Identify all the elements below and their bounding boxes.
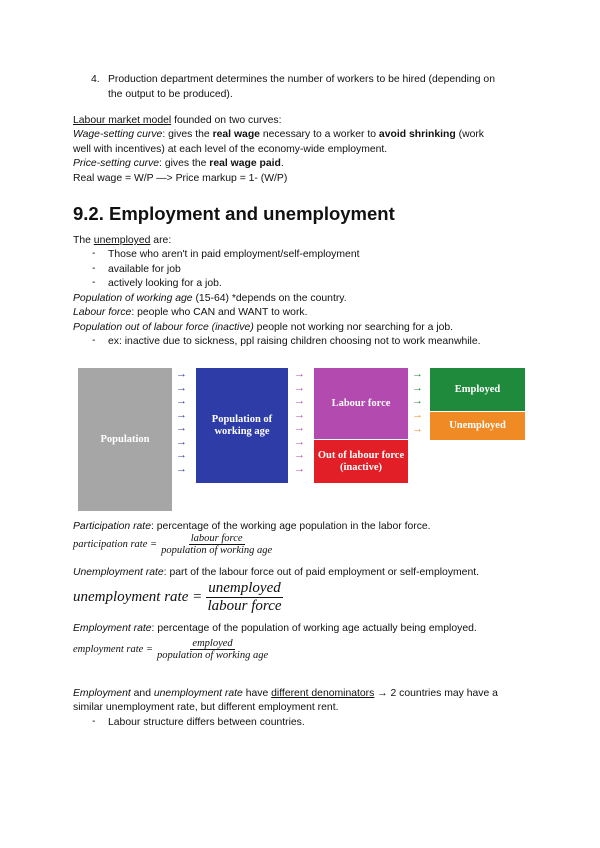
arrows-to-unemployed: → →	[412, 409, 423, 435]
box-population: Population	[78, 368, 172, 511]
final-employment-term: Employment	[73, 688, 131, 699]
list-number: 4.	[91, 74, 100, 85]
arrows-to-employed: → → →	[412, 368, 423, 407]
box-unemployed: Unemployed	[430, 412, 525, 440]
price-setting-line	[73, 157, 284, 170]
final-a: and	[130, 688, 154, 699]
ps-real-wage-paid: real wage paid	[209, 158, 281, 169]
participation-formula	[73, 533, 272, 556]
labour-model-rest: founded on two curves:	[171, 115, 282, 126]
fraction-denominator: population of working age	[161, 545, 273, 556]
employment-fraction	[157, 638, 268, 661]
labour-force-term: Labour force	[73, 307, 132, 318]
wage-setting-line2: well with incentives) at each level of the economy-wide employment.	[73, 144, 388, 155]
ws-c: necessary to a worker to	[259, 129, 379, 140]
final-different-denominators: different denominators	[271, 688, 375, 699]
ps-a: : gives the	[159, 158, 210, 169]
pop-out-term: Population out of labour force (inactive)	[73, 322, 254, 333]
box-working-age: Population of working age	[196, 368, 288, 483]
fraction-numerator: employed	[192, 638, 233, 649]
real-wage-formula: Real wage = W/P —> Price markup = 1- (W/P)	[73, 173, 288, 184]
wage-setting-line	[73, 128, 484, 141]
wage-setting-term: Wage-setting curve	[73, 129, 163, 140]
bullet-dash: -	[92, 335, 96, 346]
denominators-line2: similar unemployment rate, but different employment rent.	[73, 702, 339, 713]
participation-lhs: participation rate =	[73, 539, 158, 550]
arrows-to-labour-force: → → → → → → → →	[294, 368, 305, 475]
ws-avoid-shrinking: avoid shrinking	[378, 129, 456, 140]
final-b: have	[242, 688, 272, 699]
pop-working-rest: (15-64) *depends on the country.	[192, 293, 347, 304]
bullet-final: Labour structure differs between countries.	[108, 717, 305, 728]
final-unemployment-term: unemployment rate	[153, 688, 243, 699]
fraction-denominator: population of working age	[156, 650, 269, 661]
bullet-dash: -	[92, 277, 96, 288]
labour-force-line	[73, 306, 307, 319]
section-title: 9.2. Employment and unemployment	[73, 203, 395, 224]
employment-rest: : percentage of the population of working age actually being employed.	[151, 623, 477, 634]
bullet-example: ex: inactive due to sickness, ppl raising children choosing not to work meanwhile.	[108, 336, 481, 347]
pop-working-line	[73, 292, 347, 305]
box-labour-force: Labour force	[314, 368, 408, 439]
unemployment-line	[73, 566, 479, 579]
unemployment-rest: : part of the labour force out of paid employment or self-employment.	[163, 567, 480, 578]
unemployment-formula	[73, 580, 283, 615]
box-out-of-labour: Out of labour force (inactive)	[314, 440, 408, 483]
ps-c: .	[280, 158, 284, 169]
box-employed: Employed	[430, 368, 525, 411]
bullet-dash: -	[92, 716, 96, 727]
ui-b: are:	[150, 235, 172, 246]
ui-unemployed: unemployed	[93, 235, 151, 246]
ws-a: : gives the	[162, 129, 213, 140]
fraction-denominator: labour force	[207, 598, 282, 614]
bullet-item: Those who aren't in paid employment/self-employment	[108, 249, 360, 260]
ui-a: The	[73, 235, 94, 246]
employment-lhs: employment rate =	[73, 644, 153, 655]
bullet-dash: -	[92, 248, 96, 259]
item4-line1: Production department determines the number of workers to be hired (depending on	[108, 74, 495, 85]
labour-model-title: Labour market model	[73, 115, 172, 126]
participation-term: Participation rate	[73, 521, 151, 532]
bullet-item: actively looking for a job.	[108, 278, 222, 289]
price-setting-term: Price-setting curve	[73, 158, 160, 169]
final-c: → 2 countries may have a	[374, 688, 498, 699]
labour-force-rest: : people who CAN and WANT to work.	[131, 307, 308, 318]
fraction-numerator: unemployed	[208, 580, 281, 596]
ws-d: (work	[455, 129, 485, 140]
participation-rest: : percentage of the working age population in the labor force.	[150, 521, 431, 532]
bullet-dash: -	[92, 263, 96, 274]
denominators-line	[73, 687, 498, 700]
participation-fraction	[161, 533, 272, 556]
employment-term: Employment rate	[73, 623, 152, 634]
bullet-item: available for job	[108, 264, 181, 275]
unemployment-term: Unemployment rate	[73, 567, 164, 578]
ws-real-wage: real wage	[212, 129, 260, 140]
unemployment-lhs: unemployment rate =	[73, 589, 203, 605]
labour-model-line	[73, 114, 282, 127]
pop-out-line	[73, 321, 453, 334]
employment-formula	[73, 638, 268, 661]
pop-out-rest: people not working nor searching for a job.	[253, 322, 454, 333]
employment-line	[73, 622, 477, 635]
pop-working-term: Population of working age	[73, 293, 193, 304]
participation-line	[73, 520, 431, 533]
fraction-numerator: labour force	[190, 533, 243, 544]
unemployed-intro	[73, 234, 171, 247]
arrows-to-working-age: → → → → → → → →	[176, 368, 187, 475]
unemployment-fraction	[206, 580, 282, 615]
item4-line2: the output to be produced).	[108, 89, 233, 100]
